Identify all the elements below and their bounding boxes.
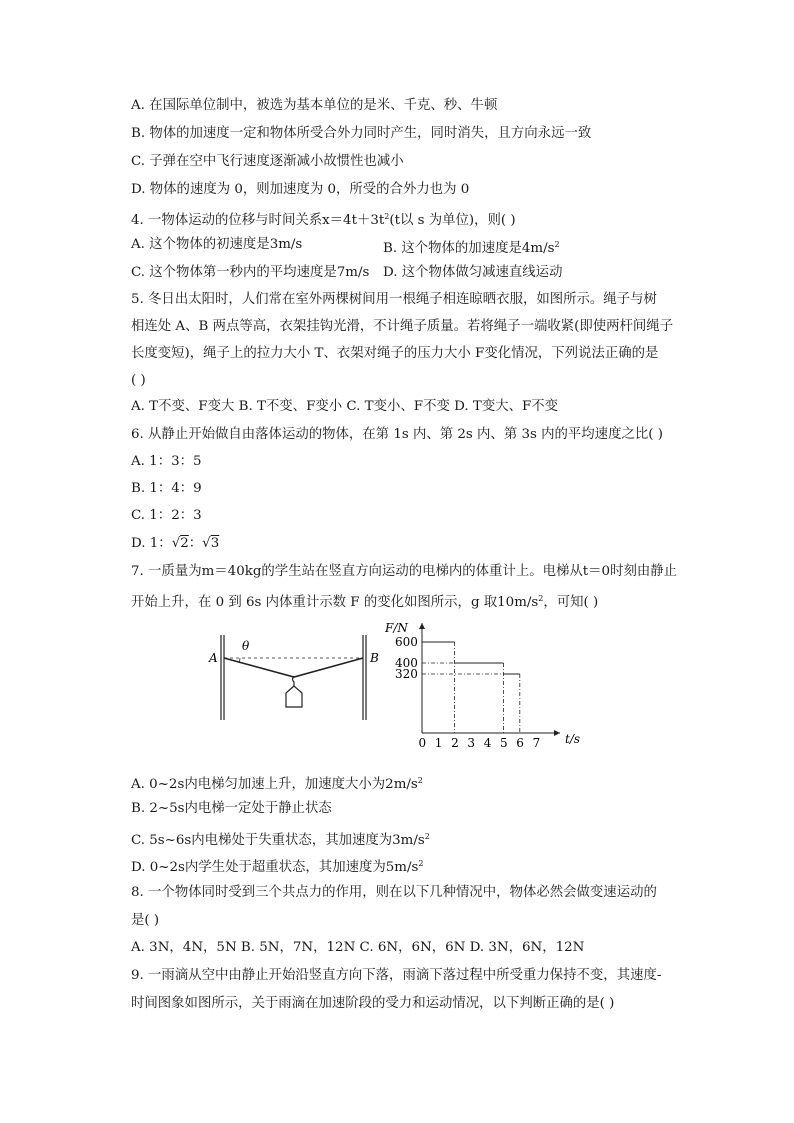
y-tick-label: 600 xyxy=(395,635,418,649)
q4-option-b-text: B. 这个物体的加速度是4m/s xyxy=(383,241,555,256)
sqrt-icon: √ xyxy=(202,536,211,551)
rope xyxy=(224,658,363,677)
q7-option-d-superscript: 2 xyxy=(418,859,424,868)
q7-option-d-text: D. 0~2s内学生处于超重状态，其加速度为5m/s xyxy=(131,860,419,875)
q4-option-b-superscript: 2 xyxy=(554,240,560,249)
x-axis-label: t/s xyxy=(565,732,581,746)
q5-stem-line2: 相连处 A、B 两点等高，衣架挂钩光滑，不计绳子质量。若将绳子一端收紧(即使两杆间绳子 xyxy=(131,319,674,334)
q7-option-a-text: A. 0~2s内电梯匀加速上升，加速度大小为2m/s xyxy=(131,777,418,792)
y-tick-label: 320 xyxy=(395,667,418,681)
q8-stem-line1: 8. 一个物体同时受到三个共点力的作用，则在以下几种情况中，物体必然会做变速运动的 xyxy=(131,885,657,900)
q7-option-a xyxy=(131,772,423,794)
x-tick-label: 2 xyxy=(451,736,459,750)
label-a: A xyxy=(209,651,218,665)
q7-option-c xyxy=(131,828,430,850)
hanger-shirt-icon xyxy=(286,686,302,707)
q3-option-c: C. 子弹在空中飞行速度逐渐减小故惯性也减小 xyxy=(131,154,404,169)
q4-stem-superscript: 2 xyxy=(384,212,390,221)
q4-option-c: C. 这个物体第一秒内的平均速度是7m/s xyxy=(131,265,370,280)
x-tick-label: 0 xyxy=(418,736,427,750)
x-tick-label: 7 xyxy=(532,736,541,750)
q5-options: A. T不变、F变大 B. T不变、F变小 C. T变小、F不变 D. T变大、F不变 xyxy=(131,399,559,414)
q7-option-a-superscript: 2 xyxy=(417,776,423,785)
q7-option-c-superscript: 2 xyxy=(424,832,430,841)
q4-option-a: A. 这个物体的初速度是3m/s xyxy=(131,237,303,252)
q7-stem-line2 xyxy=(131,590,598,612)
q7-option-d xyxy=(131,855,423,877)
y-tick-label: 400 xyxy=(395,656,418,670)
q8-options: A. 3N，4N，5N B. 5N，7N，12N C. 6N，6N，6N D. 3N，6N，12N xyxy=(131,940,585,955)
sqrt-icon: √ xyxy=(171,536,181,551)
q7-stem-line1: 7. 一质量为m＝40kg的学生站在竖直方向运动的电梯内的体重计上。电梯从t＝0时刻由静止 xyxy=(131,564,678,579)
q3-option-a: A. 在国际单位制中，被选为基本单位的是米、千克、秒、牛顿 xyxy=(131,98,498,113)
q7-stem-line2-tail: ，可知( ) xyxy=(543,595,599,610)
x-tick-label: 3 xyxy=(467,736,476,750)
x-tick-label: 4 xyxy=(483,736,492,750)
q6-option-d-radicand-2: 3 xyxy=(210,536,220,551)
q6-option-c: C. 1：2：3 xyxy=(131,508,202,523)
y-axis-label: F/N xyxy=(385,621,408,635)
q3-option-b: B. 物体的加速度一定和物体所受合外力同时产生，同时消失，且方向永远一致 xyxy=(131,126,592,141)
label-b: B xyxy=(370,651,379,665)
q8-stem-line2: 是( ) xyxy=(131,913,160,928)
q6-option-d-text: D. 1： xyxy=(131,536,172,551)
q6-option-b: B. 1：4：9 xyxy=(131,481,202,496)
q7-option-b: B. 2~5s内电梯一定处于静止状态 xyxy=(131,801,332,816)
q4-stem xyxy=(131,208,516,230)
q6-option-d-separator: ： xyxy=(188,536,203,551)
q6-stem: 6. 从静止开始做自由落体运动的物体，在第 1s 内、第 2s 内、第 3s 内的平均速度之比( ) xyxy=(131,427,663,442)
hanger-hook xyxy=(293,677,295,686)
q7-stem-superscript: 2 xyxy=(538,594,544,603)
x-tick-label: 5 xyxy=(500,736,508,750)
q6-option-d-radicand-1: 2 xyxy=(180,536,189,551)
rope-hanger-figure xyxy=(200,625,390,730)
q4-option-b xyxy=(383,236,560,258)
q7-option-c-text: C. 5s~6s内电梯处于失重状态，其加速度为3m/s xyxy=(131,833,425,848)
x-tick-label: 6 xyxy=(516,736,524,750)
q3-option-d: D. 物体的速度为 0，则加速度为 0，所受的合外力也为 0 xyxy=(131,182,470,197)
x-axis-arrow-icon xyxy=(554,730,560,736)
q6-option-d xyxy=(131,535,219,553)
q9-stem-line2: 时间图象如图所示，关于雨滴在加速阶段的受力和运动情况，以下判断正确的是( ) xyxy=(131,996,615,1011)
q4-option-d: D. 这个物体做匀减速直线运动 xyxy=(383,265,563,280)
y-axis-arrow-icon xyxy=(419,623,425,629)
q5-stem-line3: 长度变短)，绳子上的拉力大小 T、衣架对绳子的压力大小 F变化情况，下列说法正确的是 xyxy=(131,346,659,361)
q4-stem-tail: (t以 s 为单位)，则( ) xyxy=(389,213,516,228)
q9-stem-line1: 9. 一雨滴从空中由静止开始沿竖直方向下落，雨滴下落过程中所受重力保持不变，其速度- xyxy=(131,968,662,983)
x-tick-label: 1 xyxy=(434,736,443,750)
label-theta: θ xyxy=(242,639,250,653)
q5-stem-line4: ( ) xyxy=(131,373,146,388)
q4-stem-text: 4. 一物体运动的位移与时间关系x＝4t＋3t xyxy=(131,213,385,228)
q7-stem-line2-text: 开始上升，在 0 到 6s 内体重计示数 F 的变化如图所示，g 取10m/s xyxy=(131,595,539,610)
force-time-chart xyxy=(375,615,595,750)
q5-stem-line1: 5. 冬日出太阳时，人们常在室外两棵树间用一根绳子相连晾晒衣服，如图所示。绳子与树 xyxy=(131,292,657,307)
q6-option-a: A. 1：3：5 xyxy=(131,454,202,469)
